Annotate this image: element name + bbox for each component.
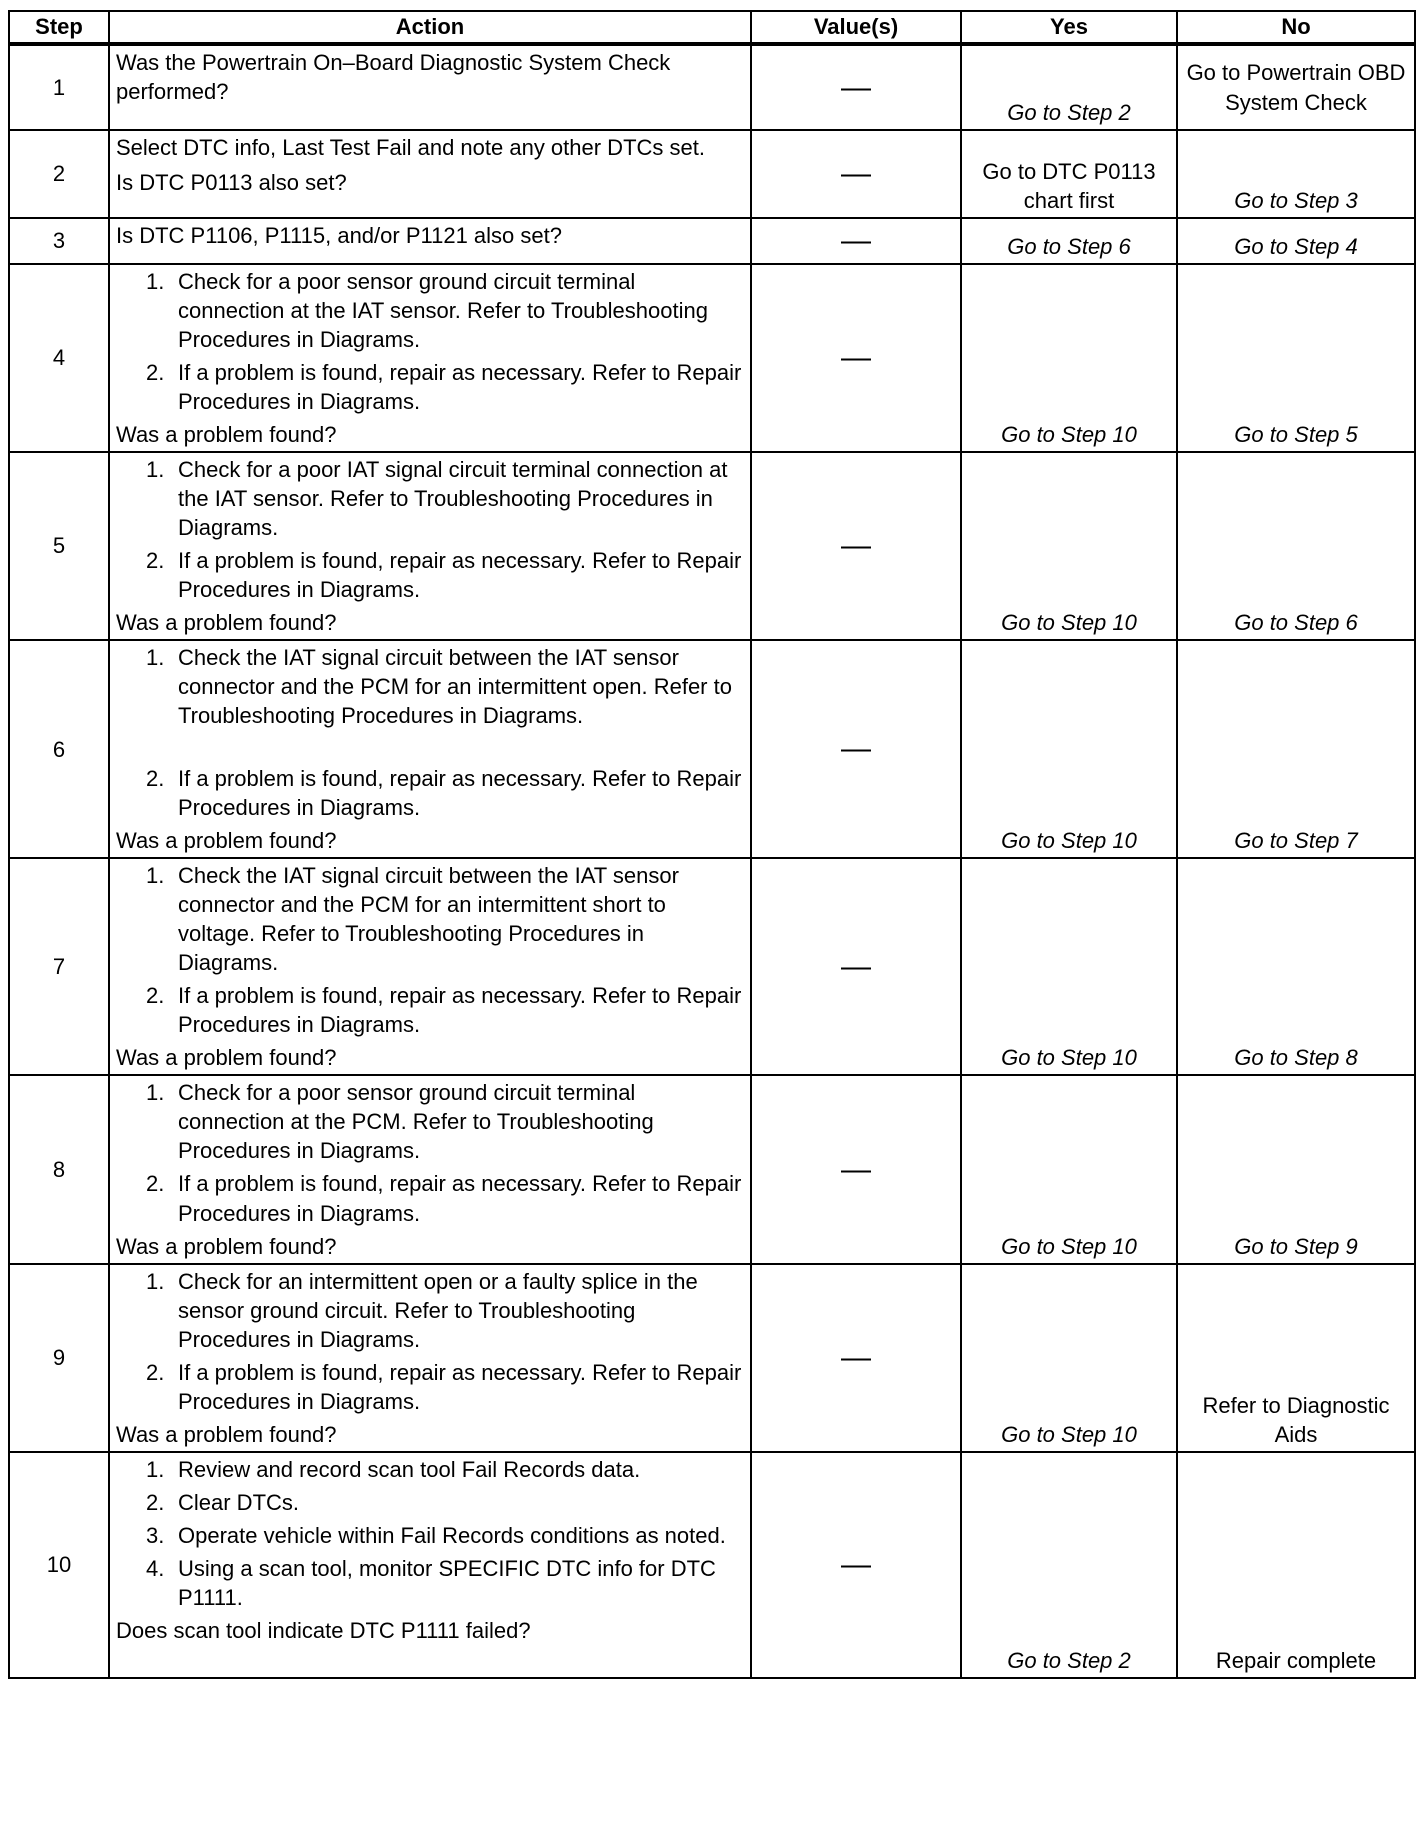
table-row: [9, 218, 1415, 264]
action-step-number: 1.: [146, 863, 165, 889]
action-steps-list: [116, 267, 744, 416]
no-result: Go to Step 7: [1177, 640, 1415, 858]
action-step-item: [146, 1521, 744, 1550]
action-step-text: If a problem is found, repair as necessary. Refer to Repair Procedures in Diagrams.: [178, 766, 742, 821]
table-row: [9, 264, 1415, 452]
action-step-number: 1.: [146, 1080, 165, 1106]
yes-result: Go to Step 6: [961, 218, 1177, 264]
no-result: Go to Step 4: [1177, 218, 1415, 264]
action-step-text: Check the IAT signal circuit between the IAT sensor connector and the PCM for an intermittent short to voltage. Refer to Troubleshooting Procedures in Diagrams.: [178, 863, 679, 976]
action-step-number: 2.: [146, 983, 165, 1009]
yes-result: Go to Step 2: [961, 44, 1177, 130]
table-row: [9, 858, 1415, 1075]
step-number: 3: [9, 218, 109, 264]
action-cell: [109, 640, 751, 858]
action-step-number: 2.: [146, 547, 165, 573]
value-dash: —: [751, 1264, 961, 1452]
action-step-item: [146, 981, 744, 1039]
action-step-number: 3.: [146, 1522, 165, 1548]
yes-result: Go to Step 10: [961, 858, 1177, 1075]
action-step-text: Using a scan tool, monitor SPECIFIC DTC info for DTC P1111.: [178, 1555, 716, 1610]
action-cell: [109, 264, 751, 452]
action-step-item: [146, 861, 744, 977]
action-question: Was a problem found?: [116, 1045, 337, 1071]
step-number: 8: [9, 1075, 109, 1263]
action-step-text: Review and record scan tool Fail Records data.: [178, 1456, 641, 1482]
header-action: Action: [109, 11, 751, 44]
action-step-item: [146, 455, 744, 542]
step-number: 9: [9, 1264, 109, 1452]
value-dash: —: [751, 1075, 961, 1263]
action-step-number: 1.: [146, 644, 165, 670]
step-number: 4: [9, 264, 109, 452]
action-step-text: Check for a poor IAT signal circuit terminal connection at the IAT sensor. Refer to Troubleshooting Procedures in Diagrams.: [178, 456, 728, 540]
action-steps-list: [116, 1078, 744, 1227]
table-row: [9, 130, 1415, 218]
action-cell: [109, 452, 751, 640]
step-number: 5: [9, 452, 109, 640]
value-dash: —: [751, 858, 961, 1075]
value-dash: —: [751, 452, 961, 640]
yes-result: Go to Step 2: [961, 1452, 1177, 1678]
action-cell: [109, 1264, 751, 1452]
header-values: Value(s): [751, 11, 961, 44]
no-result: Go to Step 9: [1177, 1075, 1415, 1263]
action-question: Was a problem found?: [116, 1233, 337, 1259]
table-row: [9, 1452, 1415, 1678]
no-result: Go to Powertrain OBD System Check: [1177, 44, 1415, 130]
action-cell: [109, 858, 751, 1075]
step-number: 7: [9, 858, 109, 1075]
action-question: Was a problem found?: [116, 1421, 337, 1447]
action-step-number: 4.: [146, 1555, 165, 1581]
action-step-number: 1.: [146, 1456, 165, 1482]
action-question: Was a problem found?: [116, 421, 337, 447]
header-step: Step: [9, 11, 109, 44]
action-question: Is DTC P0113 also set?: [116, 170, 347, 196]
action-step-text: Check for a poor sensor ground circuit terminal connection at the PCM. Refer to Troubleshooting Procedures in Diagrams.: [178, 1080, 654, 1164]
action-step-item: [146, 1169, 744, 1227]
value-dash: —: [751, 640, 961, 858]
no-result: Go to Step 6: [1177, 452, 1415, 640]
no-result: Go to Step 3: [1177, 130, 1415, 218]
value-dash: —: [751, 218, 961, 264]
diagnostic-table: [8, 10, 1416, 1679]
header-yes: Yes: [961, 11, 1177, 44]
action-step-text: If a problem is found, repair as necessary. Refer to Repair Procedures in Diagrams.: [178, 1171, 742, 1226]
action-step-item: [146, 1358, 744, 1416]
action-question: Was a problem found?: [116, 828, 337, 854]
action-step-number: 2.: [146, 1359, 165, 1385]
step-number: 10: [9, 1452, 109, 1678]
action-text: Select DTC info, Last Test Fail and note any other DTCs set.: [116, 135, 705, 160]
action-steps-list: [116, 1455, 744, 1612]
action-cell: [109, 44, 751, 130]
yes-result: Go to Step 10: [961, 264, 1177, 452]
action-step-text: If a problem is found, repair as necessary. Refer to Repair Procedures in Diagrams.: [178, 547, 742, 602]
action-step-text: Check for a poor sensor ground circuit terminal connection at the IAT sensor. Refer to Troubleshooting Procedures in Diagrams.: [178, 268, 708, 352]
action-step-number: 1.: [146, 1268, 165, 1294]
yes-result: Go to Step 10: [961, 452, 1177, 640]
action-step-item: [146, 764, 744, 822]
action-step-text: If a problem is found, repair as necessary. Refer to Repair Procedures in Diagrams.: [178, 1359, 742, 1414]
action-steps-list: [116, 861, 744, 1039]
action-step-text: Operate vehicle within Fail Records conditions as noted.: [178, 1522, 726, 1548]
action-step-spacer: [146, 734, 744, 764]
action-steps-list: [116, 455, 744, 604]
step-number: 1: [9, 44, 109, 130]
value-dash: —: [751, 264, 961, 452]
action-step-item: [146, 1455, 744, 1484]
value-dash: —: [751, 130, 961, 218]
diagnostic-table-container: [8, 10, 1414, 1679]
step-number: 6: [9, 640, 109, 858]
no-result: Repair complete: [1177, 1452, 1415, 1678]
action-cell: [109, 218, 751, 264]
table-row: [9, 44, 1415, 130]
table-row: [9, 640, 1415, 858]
no-result: Go to Step 8: [1177, 858, 1415, 1075]
table-row: [9, 452, 1415, 640]
action-step-item: [146, 267, 744, 354]
value-dash: —: [751, 1452, 961, 1678]
action-text: Was the Powertrain On–Board Diagnostic System Check performed?: [116, 50, 671, 105]
action-steps-list: [116, 1267, 744, 1416]
action-step-item: [146, 1554, 744, 1612]
action-step-number: 2.: [146, 359, 165, 385]
yes-result: Go to DTC P0113 chart first: [961, 130, 1177, 218]
action-step-text: Check for an intermittent open or a faulty splice in the sensor ground circuit. Refer to Troubleshooting Procedures in Diagrams.: [178, 1268, 698, 1352]
yes-result: Go to Step 10: [961, 1075, 1177, 1263]
no-result: Go to Step 5: [1177, 264, 1415, 452]
action-step-item: [146, 1267, 744, 1354]
action-step-item: [146, 1488, 744, 1517]
action-step-item: [146, 546, 744, 604]
action-question: Does scan tool indicate DTC P1111 failed?: [116, 1617, 531, 1643]
action-step-text: If a problem is found, repair as necessary. Refer to Repair Procedures in Diagrams.: [178, 983, 742, 1038]
no-result: Refer to Diagnostic Aids: [1177, 1264, 1415, 1452]
action-cell: [109, 1452, 751, 1678]
action-step-number: 1.: [146, 268, 165, 294]
value-dash: —: [751, 44, 961, 130]
table-row: [9, 1264, 1415, 1452]
header-no: No: [1177, 11, 1415, 44]
action-step-item: [146, 1078, 744, 1165]
action-cell: [109, 1075, 751, 1263]
yes-result: Go to Step 10: [961, 1264, 1177, 1452]
action-step-number: 2.: [146, 1171, 165, 1197]
action-step-text: If a problem is found, repair as necessary. Refer to Repair Procedures in Diagrams.: [178, 359, 742, 414]
action-step-item: [146, 643, 744, 730]
action-text: Is DTC P1106, P1115, and/or P1121 also set?: [116, 223, 562, 248]
action-step-item: [146, 358, 744, 416]
action-step-text: Check the IAT signal circuit between the IAT sensor connector and the PCM for an intermittent open. Refer to Troubleshooting Procedures in Diagrams.: [178, 644, 732, 729]
action-cell: [109, 130, 751, 218]
action-step-number: 1.: [146, 456, 165, 482]
action-step-number: 2.: [146, 1489, 165, 1515]
action-question: Was a problem found?: [116, 609, 337, 635]
step-number: 2: [9, 130, 109, 218]
action-step-number: 2.: [146, 766, 165, 792]
action-step-text: Clear DTCs.: [178, 1489, 300, 1515]
action-steps-list: [116, 643, 744, 822]
yes-result: Go to Step 10: [961, 640, 1177, 858]
header-row: [9, 11, 1415, 44]
table-row: [9, 1075, 1415, 1263]
